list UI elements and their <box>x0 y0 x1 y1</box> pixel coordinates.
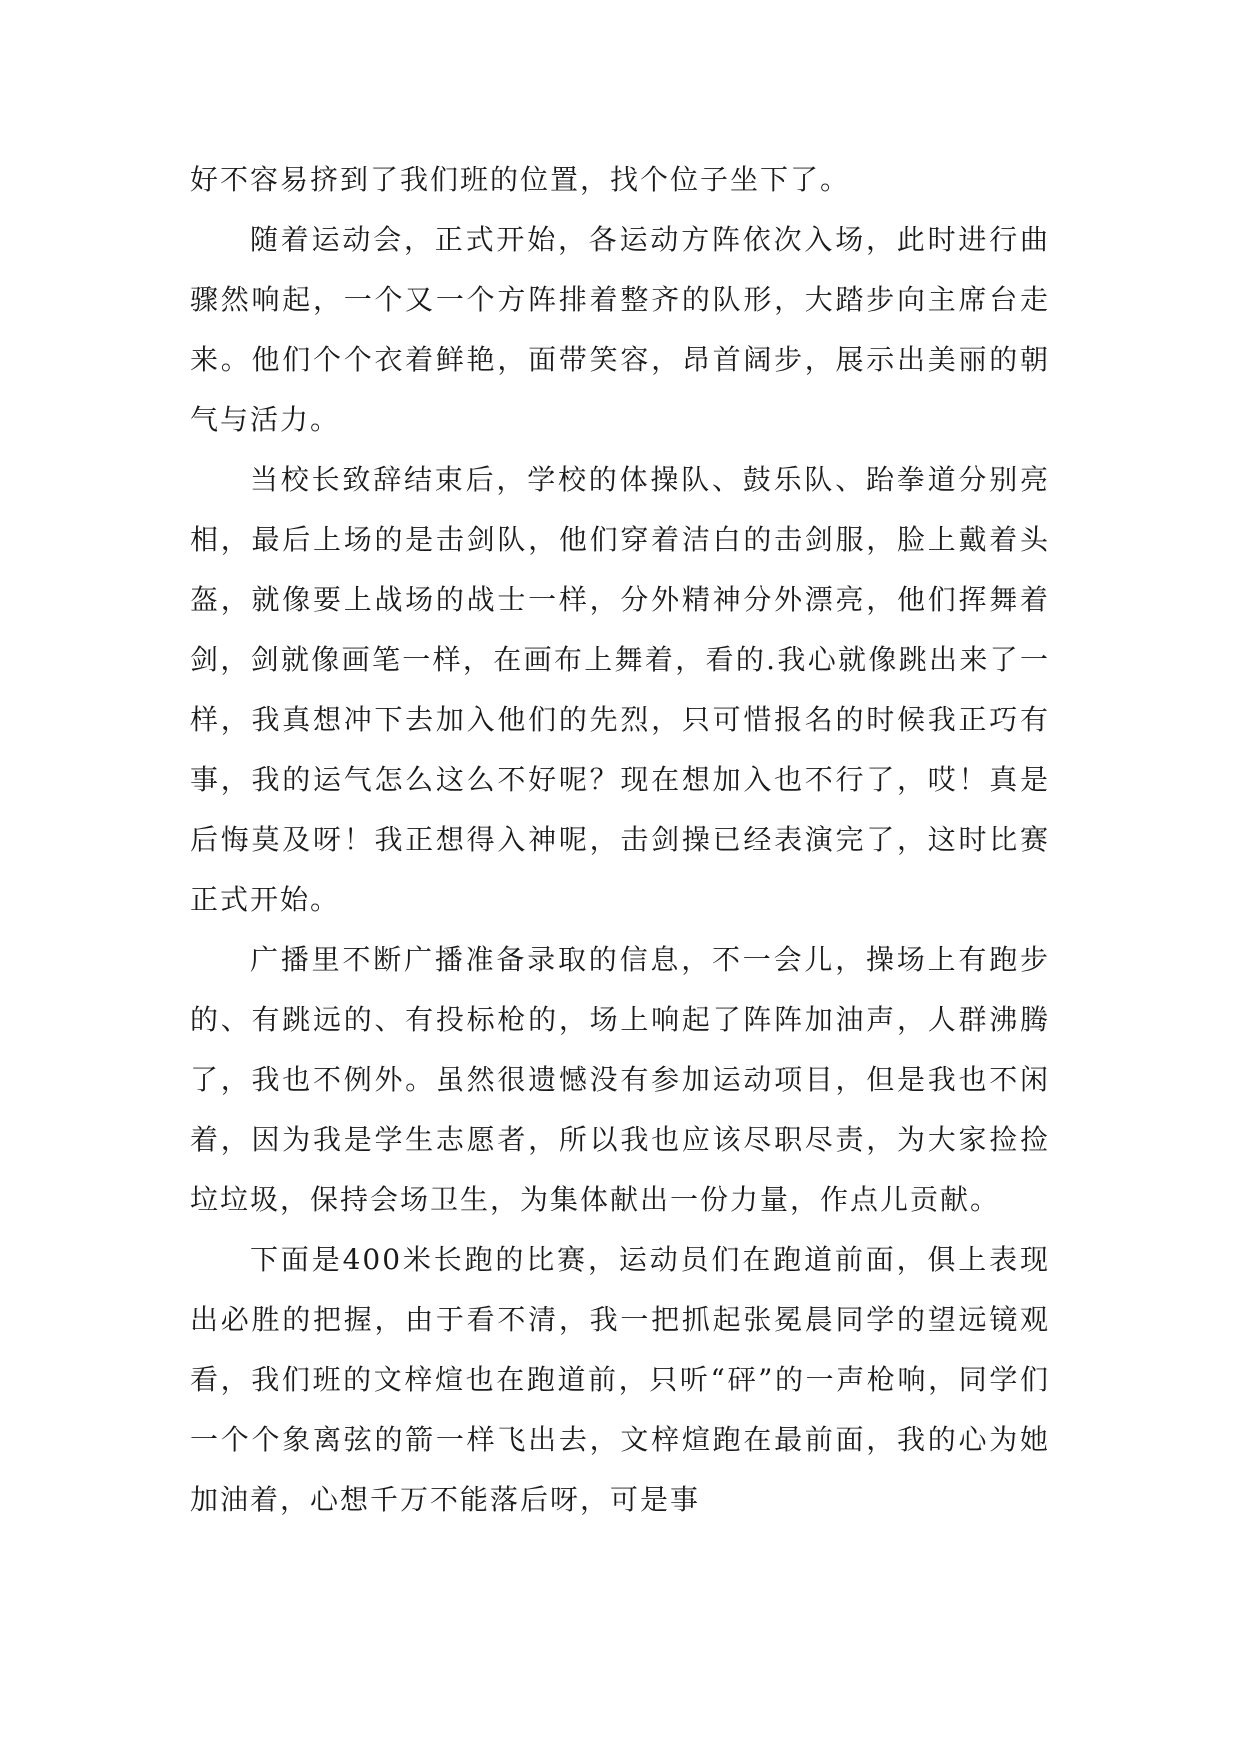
paragraph-2: 随着运动会，正式开始，各运动方阵依次入场，此时进行曲骤然响起，一个又一个方阵排着整齐的队形，大踏步向主席台走来。他们个个衣着鲜艳，面带笑容，昂首阔步，展示出美丽的朝气与活力。 <box>190 223 1050 436</box>
paragraph-4: 广播里不断广播准备录取的信息，不一会儿，操场上有跑步的、有跳远的、有投标枪的，场上响起了阵阵加油声，人群沸腾了，我也不例外。虽然很遗憾没有参加运动项目，但是我也不闲着，因为我是学生志愿者，所以我也应该尽职尽责，为大家捡捡垃垃圾，保持会场卫生，为集体献出一份力量，作点儿贡献。 <box>190 943 1050 1216</box>
document-body <box>190 150 1050 1530</box>
paragraph-1: 好不容易挤到了我们班的位置，找个位子坐下了。 <box>190 163 851 196</box>
paragraph-5: 下面是400米长跑的比赛，运动员们在跑道前面，俱上表现出必胜的把握，由于看不清，我一把抓起张冕晨同学的望远镜观看，我们班的文梓煊也在跑道前，只听“砰”的一声枪响，同学们一个个象离弦的箭一样飞出去，文梓煊跑在最前面，我的心为她加油着，心想千万不能落后呀，可是事 <box>190 1243 1050 1516</box>
paragraph-3: 当校长致辞结束后，学校的体操队、鼓乐队、跆拳道分别亮相，最后上场的是击剑队，他们穿着洁白的击剑服，脸上戴着头盔，就像要上战场的战士一样，分外精神分外漂亮，他们挥舞着剑，剑就像画笔一样，在画布上舞着，看的.我心就像跳出来了一样，我真想冲下去加入他们的先烈，只可惜报名的时候我正巧有事，我的运气怎么这么不好呢？现在想加入也不行了，哎！真是后悔莫及呀！我正想得入神呢，击剑操已经表演完了，这时比赛正式开始。 <box>190 463 1050 916</box>
